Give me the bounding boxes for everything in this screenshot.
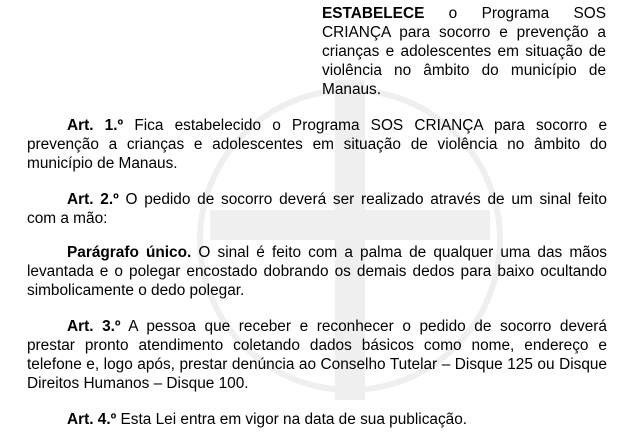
article-1-text: Fica estabelecido o Programa SOS CRIANÇA para socorro e prevenção a crianças e adolescentes em situação de violência no âmbito do município de Manaus. <box>27 117 608 172</box>
article-4 <box>27 410 607 429</box>
article-3 <box>27 317 607 393</box>
article-2 <box>27 190 607 228</box>
ementa-keyword: ESTABELECE <box>322 5 425 22</box>
article-3-text: A pessoa que receber e reconhecer o pedido de socorro deverá prestar pronto atendimento coletando dados básicos como nome, endereço e telefone e, logo após, prestar denúncia ao Conselho Tutelar – Disque 125 ou Disque Direitos Humanos – Disque 100. <box>27 318 607 392</box>
ementa-text: o Programa SOS CRIANÇA para socorro e prevenção a crianças e adolescentes em situação de violência no âmbito do município de Manaus. <box>322 5 606 98</box>
article-2-label: Art. 2.º <box>67 191 119 208</box>
paragrafo-unico-text: O sinal é feito com a palma de qualquer uma das mãos levantada e o polegar encostado dobrando os demais dedos para baixo ocultando simbolicamente o dedo polegar. <box>27 244 607 299</box>
article-2-text: O pedido de socorro deverá ser realizado através de um sinal feito com a mão: <box>27 191 607 227</box>
article-4-text: Esta Lei entra em vigor na data de sua publicação. <box>116 411 468 428</box>
article-3-label: Art. 3.º <box>67 318 121 335</box>
paragrafo-unico-label: Parágrafo único. <box>67 244 192 261</box>
article-4-label: Art. 4.º <box>67 411 117 428</box>
paragrafo-unico <box>27 243 607 300</box>
article-1-label: Art. 1.º <box>67 117 124 134</box>
ementa <box>322 4 606 99</box>
article-1 <box>27 116 607 173</box>
